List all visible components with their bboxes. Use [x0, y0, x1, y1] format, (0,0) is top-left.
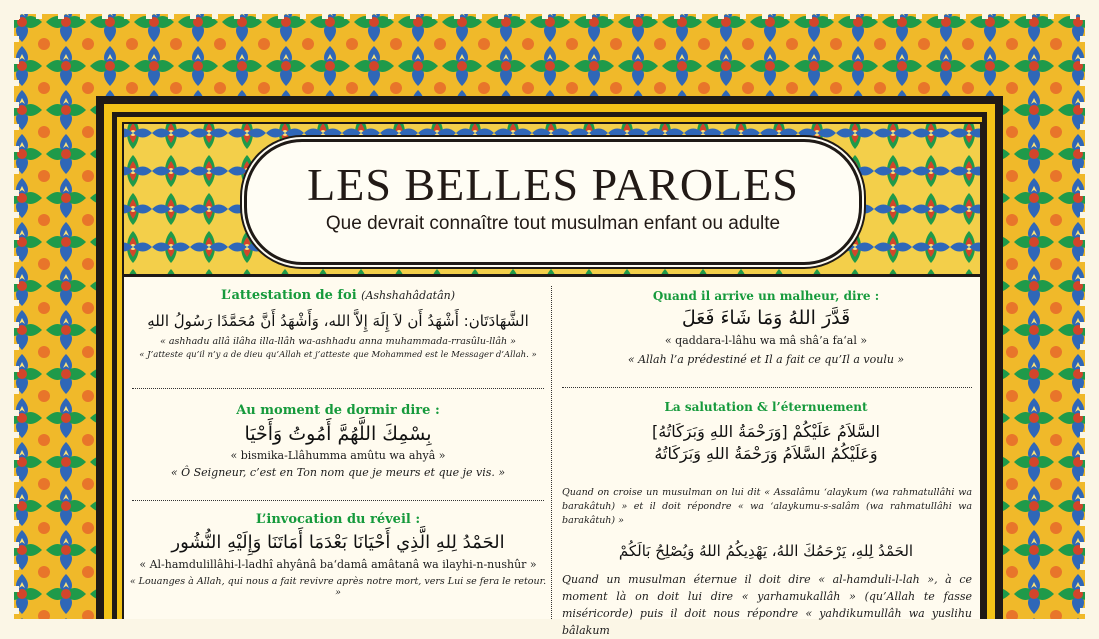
shahada-heading: L’attestation de foi (Ashshahâdatân) [220, 288, 456, 303]
sleep-translit: « bismika-Llâhumma amûtu wa ahyâ » [230, 449, 446, 462]
section-salutation [556, 400, 976, 463]
wake-translit: « Al-hamdulillâhi-l-ladhî ahyânâ ba‘damâ amâtanâ wa ilayhi-n-nushûr » [139, 558, 537, 571]
section-shahada [128, 288, 548, 360]
salutation-arabic-1: السَّلاَمُ عَلَيْكُمْ [وَرَحْمَةُ اللهِ وَبَرَكَاتُهُ] [652, 422, 880, 441]
sleep-arabic: بِسْمِكَ اللَّهُمَّ أَمُوتُ وَأَحْيَا [244, 423, 432, 445]
sneeze-arabic: الحَمْدُ لِلهِ، يَرْحَمُكَ اللهُ، يَهْدِيكُمُ اللهُ وَيُصْلِحُ بَالَكُمْ [618, 542, 914, 560]
title-cartouche [244, 139, 862, 265]
wake-translation: « Louanges à Allah, qui nous a fait revivre après notre mort, vers Lui se fera le retour. » [129, 576, 547, 598]
page-title: LES BELLES PAROLES [307, 159, 799, 210]
separator [562, 387, 972, 388]
shahada-translation: « J’atteste qu’il n’y a de dieu qu’Allah et j’atteste que Mohammed est le Messager d’Allah. » [139, 350, 537, 360]
sneeze-explanation: Quand un musulman éternue il doit dire « al-hamduli-l-lah », à ce moment là on doit lui dire « yarhamukallâh » (qu’Allah te fasse miséricorde) puis il doit nous répondre « yahdikumullâh wa yuslihu bâlakum [562, 573, 972, 637]
salutation-arabic-2: وَعَلَيْكُمُ السَّلاَمُ وَرَحْمَةُ اللهِ وَبَرَكَاتُهُ [654, 444, 878, 463]
salutation-heading: La salutation & l’éternuement [664, 400, 868, 414]
misfortune-translation: « Allah l’a prédestiné et Il a fait ce qu’Il a voulu » [627, 353, 905, 366]
separator [132, 500, 544, 501]
misfortune-translit: « qaddara-l-lâhu wa mâ shâ’a fa‘al » [664, 334, 868, 347]
separator [132, 388, 544, 389]
section-sneeze [556, 542, 976, 560]
shahada-arabic: الشَّهَادَتَان: أَشْهَدُ أَن لاَ إِلَهَ إِلاَّ الله، وَأَشْهَدُ أَنَّ مُحَمَّدًا رَسُولُ اللهِ [147, 312, 529, 330]
section-wake [128, 512, 548, 598]
misfortune-arabic: قَدَّرَ اللهُ وَمَا شَاءَ فَعَلَ [681, 307, 851, 329]
shahada-heading-note: (Ashshahâdatân) [361, 289, 456, 302]
section-sleep [128, 403, 548, 479]
sleep-heading: Au moment de dormir dire : [236, 403, 440, 418]
column-divider [551, 286, 552, 619]
sleep-translation: « Ô Seigneur, c’est en Ton nom que je meurs et que je vis. » [170, 466, 506, 479]
misfortune-heading: Quand il arrive un malheur, dire : [652, 289, 880, 303]
shahada-translit: « ashhadu allâ ilâha illa-llâh wa-ashhadu anna muhammada-rrasûlu-llâh » [160, 336, 516, 347]
wake-arabic: الحَمْدُ لِلهِ الَّذِي أَحْيَانَا بَعْدَمَا أَمَاتَنَا وَإِلَيْهِ النُّشُور [171, 532, 505, 553]
salutation-explanation: Quand on croise un musulman on lui dit « Assalâmu ‘alaykum (wa rahmatullâhi wa barakâtuh) » et il doit répondre « wa ‘alaykumu-s-salâm (wa rahmatullâhi wa barakâtuh) » [562, 487, 972, 526]
wake-heading: L’invocation du réveil : [255, 512, 421, 527]
section-misfortune [556, 289, 976, 366]
page-subtitle: Que devrait connaître tout musulman enfant ou adulte [325, 213, 781, 234]
